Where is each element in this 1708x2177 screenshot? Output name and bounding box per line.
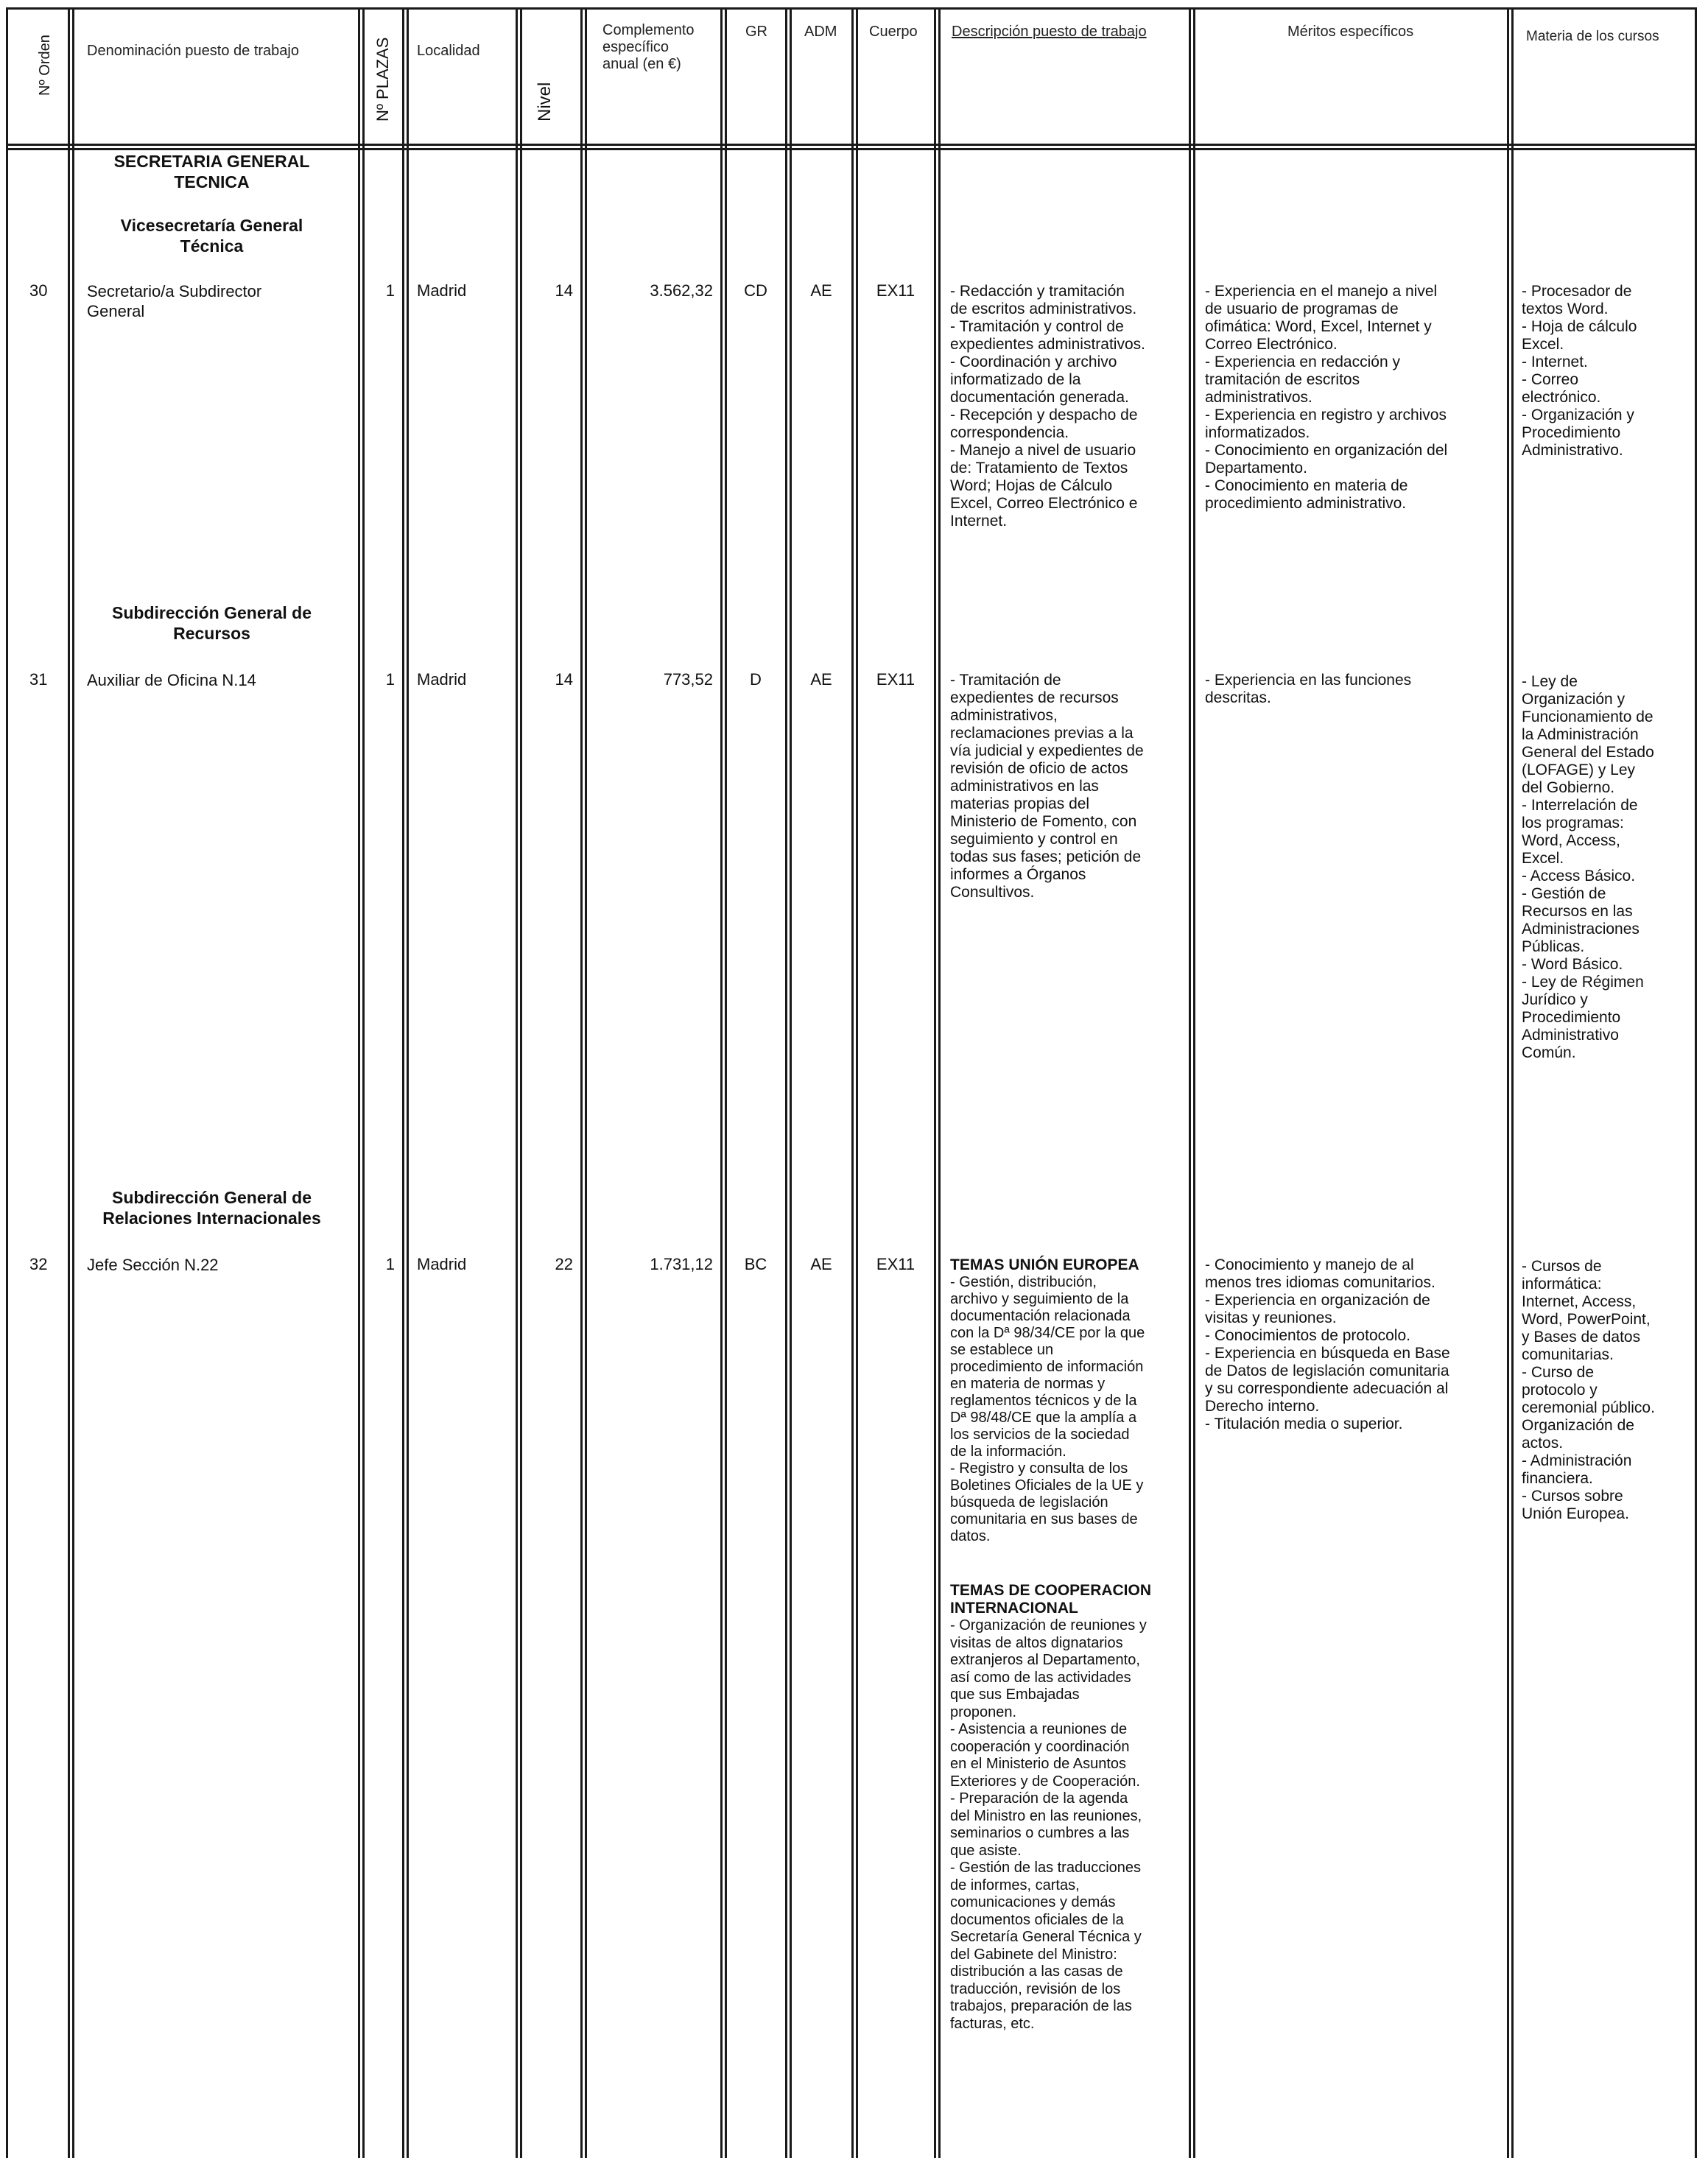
- row-denominacion: Secretario/a Subdirector General: [87, 282, 262, 320]
- column-divider: [68, 7, 70, 2158]
- row-orden: 31: [29, 670, 48, 689]
- row-adm: AE: [810, 1255, 832, 1273]
- column-divider: [785, 7, 787, 2158]
- column-divider: [934, 7, 936, 2158]
- row-materia: - Cursos de informática: Internet, Access, Word, PowerPoint, y Bases de datos comunitarias. - Curso de protocolo y ceremonial público. Organización de actos. - Administración financiera. - Cursos sobre Unión Europea.: [1522, 1258, 1655, 1522]
- row-adm: AE: [810, 670, 832, 689]
- row-descripcion-heading: TEMAS DE COOPERACION INTERNACIONAL: [950, 1582, 1152, 1617]
- row-gr: CD: [744, 281, 767, 300]
- header-nivel: Nivel: [535, 82, 555, 122]
- section-heading: Vicesecretaría General Técnica: [120, 216, 303, 256]
- section-heading: Subdirección General de Relaciones Internacionales: [102, 1188, 321, 1228]
- column-divider: [6, 7, 8, 2158]
- column-divider: [938, 7, 941, 2158]
- row-plazas: 1: [385, 670, 395, 689]
- row-complemento: 1.731,12: [650, 1255, 713, 1273]
- column-divider: [1193, 7, 1195, 2158]
- row-orden: 30: [29, 281, 48, 300]
- row-complemento: 773,52: [663, 670, 713, 689]
- row-localidad: Madrid: [417, 1255, 467, 1273]
- row-orden: 32: [29, 1255, 48, 1273]
- row-denominacion: Auxiliar de Oficina N.14: [87, 671, 256, 689]
- column-divider: [402, 7, 404, 2158]
- column-divider: [720, 7, 723, 2158]
- header-materia: Materia de los cursos: [1526, 29, 1659, 44]
- header-adm: ADM: [804, 24, 837, 40]
- header-complemento: Complemento específico anual (en €): [602, 22, 695, 72]
- column-divider: [585, 7, 587, 2158]
- row-gr: D: [750, 670, 762, 689]
- row-descripcion-heading: TEMAS UNIÓN EUROPEA: [950, 1256, 1139, 1273]
- column-divider: [1189, 7, 1191, 2158]
- row-cuerpo: EX11: [876, 670, 915, 689]
- row-descripcion: - Redacción y tramitación de escritos administrativos. - Tramitación y control de expedientes administrativos. - Coordinación y archivo informatizado de la documentación generada. - Recepción y despacho de correspondencia. - Manejo a nivel de usuario de: Tratamiento de Textos Word; Hojas de Cálculo Excel, Correo Electrónico e Internet.: [950, 283, 1145, 530]
- section-heading: SECRETARIA GENERAL TECNICA: [113, 152, 310, 191]
- row-meritos: - Experiencia en el manejo a nivel de usuario de programas de ofimática: Word, Excel, Internet y Correo Electrónico. - Experiencia en redacción y tramitación de escritos administrativos. - Experiencia en registro y archivos informatizados. - Conocimiento en organización del Departamento. - Conocimiento en materia de procedimiento administrativo.: [1205, 283, 1448, 512]
- row-nivel: 14: [555, 281, 573, 300]
- row-meritos: - Experiencia en las funciones descritas.: [1205, 672, 1412, 706]
- row-gr: BC: [744, 1255, 767, 1273]
- row-plazas: 1: [385, 1255, 395, 1273]
- row-descripcion: - Tramitación de expedientes de recursos administrativos, reclamaciones previas a la vía judicial y expedientes de revisión de oficio de actos administrativos en las materias propias del Ministerio de Fomento, con seguimiento y control en todas sus fases; petición de informes a Órganos Consultivos.: [950, 672, 1144, 901]
- row-localidad: Madrid: [417, 670, 467, 689]
- row-cuerpo: EX11: [876, 281, 915, 300]
- row-plazas: 1: [385, 281, 395, 300]
- row-materia: - Procesador de textos Word. - Hoja de cálculo Excel. - Internet. - Correo electrónico. - Organización y Procedimiento Administrativo.: [1522, 283, 1637, 459]
- column-divider: [72, 7, 74, 2158]
- column-divider: [516, 7, 518, 2158]
- row-materia: - Ley de Organización y Funcionamiento de la Administración General del Estado (LOFAGE) y Ley del Gobierno. - Interrelación de los programas: Word, Access, Excel. - Access Básico. - Gestión de Recursos en las Administraciones Públicas. - Word Básico. - Ley de Régimen Jurídico y Procedimiento Administrativo Común.: [1522, 673, 1654, 1061]
- header-orden: Nº Orden: [37, 35, 53, 96]
- column-divider: [856, 7, 858, 2158]
- header-gr: GR: [745, 24, 767, 40]
- header-plazas: Nº PLAZAS: [373, 37, 392, 122]
- row-complemento: 3.562,32: [650, 281, 713, 300]
- column-divider: [1695, 7, 1697, 2158]
- row-descripcion: - Gestión, distribución, archivo y seguimiento de la documentación relacionada con la Dª 98/34/CE por la que se establece un procedimiento de información en materia de normas y reglamentos técnicos y de la Dª 98/48/CE que la amplía a los servicios de la sociedad de la información. - Registro y consulta de los Boletines Oficiales de la UE y búsqueda de legislación comunitaria en sus bases de datos.: [950, 1274, 1145, 1544]
- column-divider: [358, 7, 360, 2158]
- column-divider: [407, 7, 409, 2158]
- column-divider: [1507, 7, 1509, 2158]
- row-meritos: - Conocimiento y manejo de al menos tres idiomas comunitarios. - Experiencia en organización de visitas y reuniones. - Conocimientos de protocolo. - Experiencia en búsqueda en Base de Datos de legislación comunitaria y su correspondiente adecuación al Derecho interno. - Titulación media o superior.: [1205, 1256, 1450, 1432]
- section-heading: Subdirección General de Recursos: [112, 603, 312, 643]
- column-divider: [362, 7, 365, 2158]
- column-divider: [520, 7, 522, 2158]
- header-denominacion: Denominación puesto de trabajo: [87, 43, 299, 59]
- column-divider: [580, 7, 583, 2158]
- column-divider: [1511, 7, 1514, 2158]
- header-cuerpo: Cuerpo: [869, 24, 918, 40]
- row-nivel: 14: [555, 670, 573, 689]
- header-descripcion: Descripción puesto de trabajo: [952, 24, 1147, 40]
- row-nivel: 22: [555, 1255, 573, 1273]
- row-localidad: Madrid: [417, 281, 467, 300]
- header-meritos: Méritos específicos: [1287, 24, 1414, 40]
- row-descripcion: - Organización de reuniones y visitas de altos dignatarios extranjeros al Departamento, así como de las actividades que sus Embajadas proponen. - Asistencia a reuniones de cooperación y coordinación en el Ministerio de Asuntos Exteriores y de Cooperación. - Preparación de la agenda del Ministro en las reuniones, seminarios o cumbres a las que asiste. - Gestión de las traducciones de informes, cartas, comunicaciones y demás documentos oficiales de la Secretaría General Técnica y del Gabinete del Ministro: distribución a las casas de traducción, revisión de los trabajos, preparación de las facturas, etc.: [950, 1617, 1147, 2032]
- column-divider: [790, 7, 792, 2158]
- row-cuerpo: EX11: [876, 1255, 915, 1273]
- header-localidad: Localidad: [417, 43, 480, 59]
- column-divider: [851, 7, 854, 2158]
- row-adm: AE: [810, 281, 832, 300]
- column-divider: [725, 7, 727, 2158]
- row-denominacion: Jefe Sección N.22: [87, 1256, 219, 1274]
